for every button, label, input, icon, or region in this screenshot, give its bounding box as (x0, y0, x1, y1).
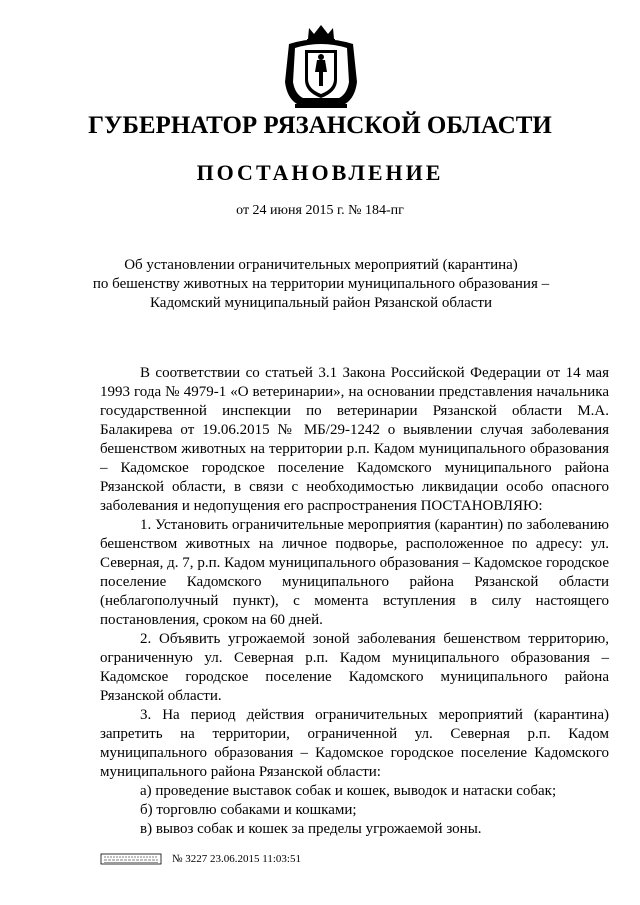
document-type-title: ПОСТАНОВЛЕНИЕ (196, 160, 444, 185)
registration-number: № 3227 23.06.2015 11:03:51 (172, 853, 301, 865)
subject-line: по бешенству животных на территории муниципального образования – (92, 276, 550, 292)
coat-of-arms-emblem (281, 22, 361, 110)
clause-3-subitem-c: в) вывоз собак и кошек за пределы угрожаемой зоны. (140, 821, 482, 837)
clause-3: 3. На период действия ограничительных мероприятий (карантина) запретить на территории, ограниченной ул. Северная р.п. Кадом муниципального образования – Кадомское городское поселение Кадомского муниципального района Рязанской области: (100, 707, 609, 780)
issuing-authority-title: ГУБЕРНАТОР РЯЗАНСКОЙ ОБЛАСТИ (88, 112, 552, 139)
clause-3-subitem-b: б) торговлю собаками и кошками; (140, 802, 357, 818)
document-date-number: от 24 июня 2015 г. № 184-пг (236, 203, 404, 218)
document-body (100, 364, 609, 839)
registry-stamp-icon (100, 852, 162, 866)
document-subject (60, 256, 582, 313)
clause-2: 2. Объявить угрожаемой зоной заболевания бешенством территорию, ограниченную ул. Северная р.п. Кадом муниципального образования – Кадомское городское поселение Кадомского муниципального района Рязанской области. (100, 631, 609, 704)
preamble-paragraph: В соответствии со статьей 3.1 Закона Российской Федерации от 14 мая 1993 года № 4979-1 «О ветеринарии», на основании представления начальника государственной инспекции по ветеринарии Рязанской области М.А. Балакирева от 19.06.2015 № МБ/29-1242 о выявлении случая заболевания бешенством животных на территории р.п. Кадом муниципального образования – Кадомское городское поселение Кадомского муниципального района Рязанской области, в связи с необходимостью ликвидации особо опасного заболевания и недопущения его распространения ПОСТАНОВЛЯЮ: (100, 365, 609, 514)
subject-line: Об установлении ограничительных мероприятий (карантина) (124, 257, 518, 273)
clause-3-subitem-a: а) проведение выставок собак и кошек, выводок и натаски собак; (140, 783, 557, 799)
subject-line: Кадомский муниципальный район Рязанской области (149, 295, 493, 311)
registration-footer (100, 851, 400, 867)
clause-1: 1. Установить ограничительные мероприятия (карантин) по заболеванию бешенством животных на личное подворье, расположенное по адресу: ул. Северная, д. 7, р.п. Кадом муниципального образования – Кадомское городское поселение Кадомского муниципального района Рязанской области (неблагополучный пункт), с момента вступления в силу настоящего постановления, сроком на 60 дней. (100, 517, 609, 628)
